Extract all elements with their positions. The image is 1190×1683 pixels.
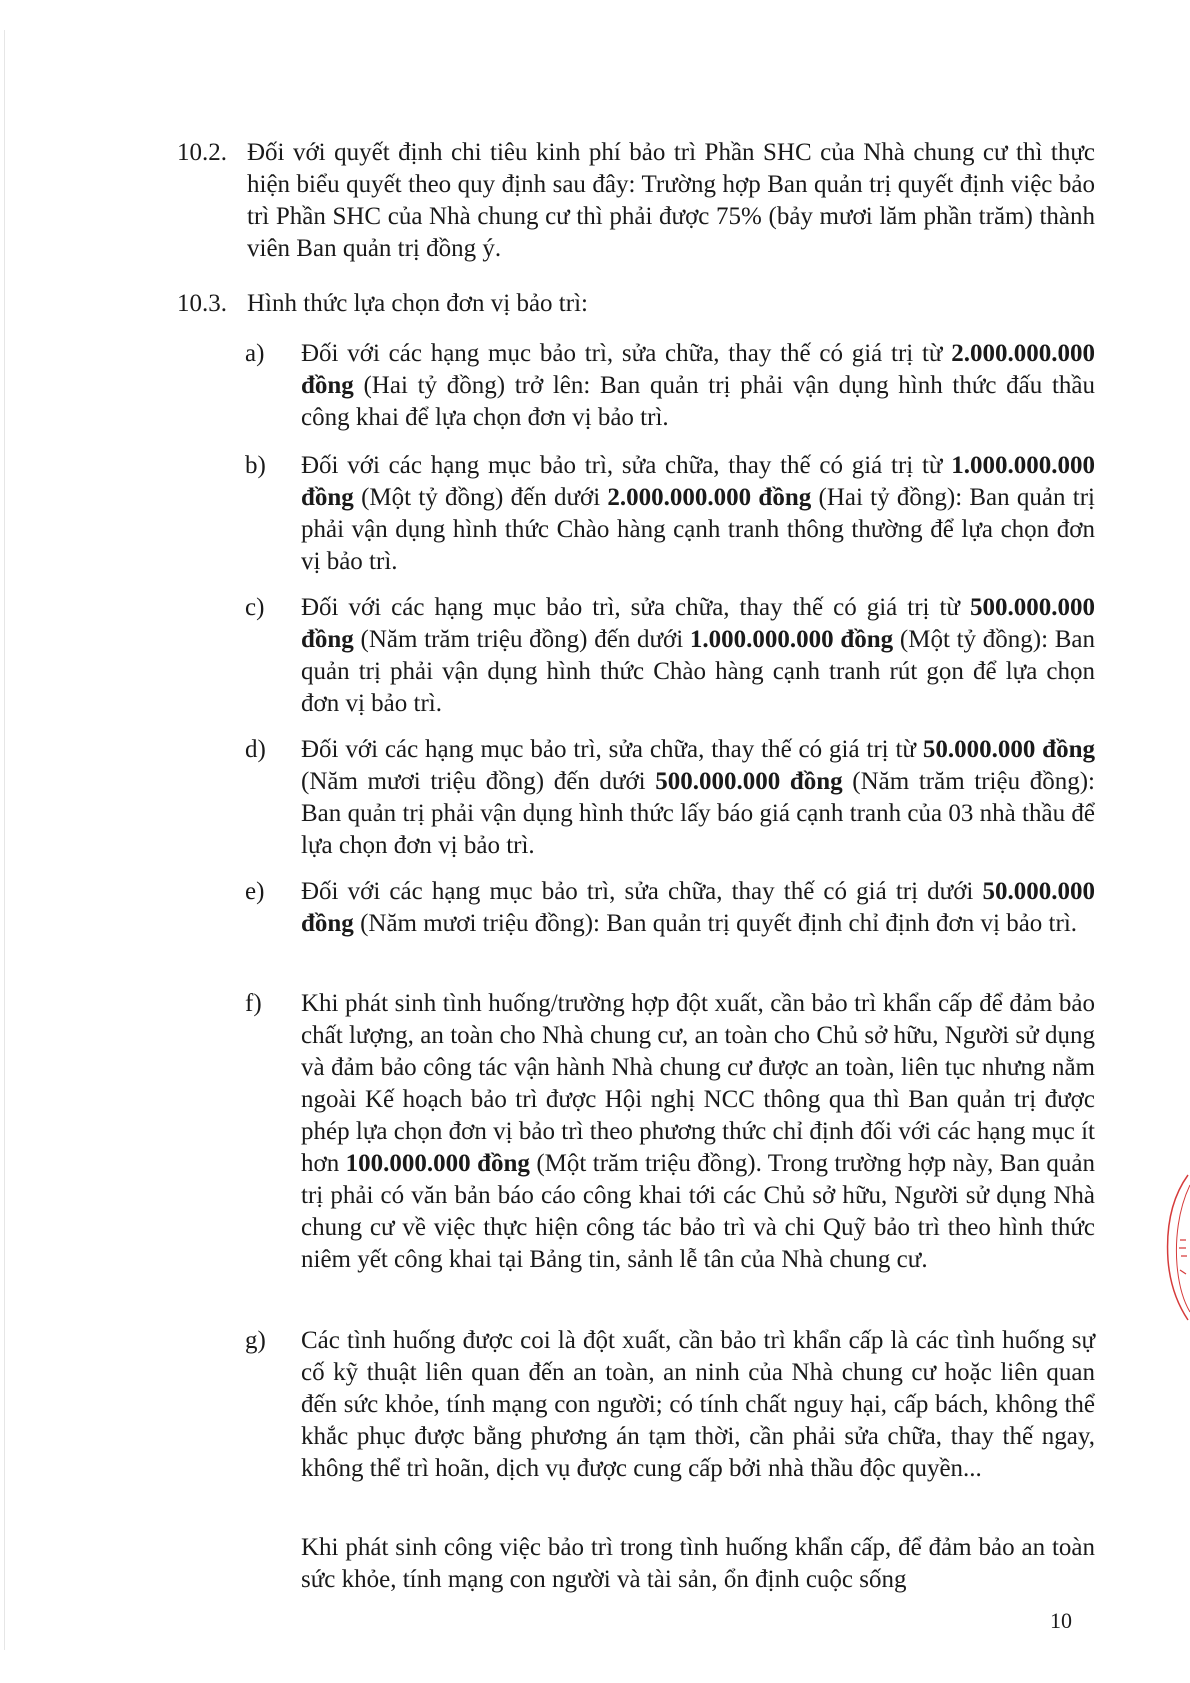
item-letter: e) [245,878,265,905]
item-text: Các tình huống được coi là đột xuất, cần bảo trì khẩn cấp là các tình huống sự cố kỹ thuật liên quan đến an toàn, an ninh của Nhà chung cư hoặc liên quan đến sức khỏe, tính mạng con người; có tính chất nguy hại, cấp bách, không thể khắc phục được bằng phương án tạm thời, cần phải sửa chữa, thay thế ngay, không thể trì hoãn, dịch vụ được cung cấp bởi nhà thầu độc quyền... [301,1327,1095,1482]
item-letter: f) [245,990,262,1017]
stamp-fragment-icon [1160,1170,1190,1330]
item-text: Khi phát sinh tình huống/trường hợp đột xuất, cần bảo trì khẩn cấp để đảm bảo chất lượng, an toàn cho Nhà chung cư, an toàn cho Chủ sở hữu, Người sử dụng và đảm bảo công tác vận hành Nhà chung cư được an toàn, liên tục nhưng nằm ngoài Kế hoạch bảo trì được Hội nghị NCC thông qua thì Ban quản trị được phép lựa chọn đơn vị bảo trì theo phương thức chỉ định đối với các hạng mục ít hơn 100.000.000 đồng (Một trăm triệu đồng). Trong trường hợp này, Ban quản trị phải có văn bản báo cáo công khai tới các Chủ sở hữu, Người sử dụng Nhà chung cư về việc thực hiện công tác bảo trì và chi Quỹ bảo trì theo hình thức niêm yết công khai tại Bảng tin, sảnh lễ tân của Nhà chung cư. [301,990,1095,1273]
item-letter: b) [245,452,266,479]
section-number: 10.3. [177,290,227,317]
list-item-d [245,734,1095,862]
item-letter: c) [245,594,265,621]
list-item-g [245,1325,1095,1485]
item-text: Đối với các hạng mục bảo trì, sửa chữa, thay thế có giá trị từ 500.000.000 đồng (Năm trăm triệu đồng) đến dưới 1.000.000.000 đồng (Một tỷ đồng): Ban quản trị phải vận dụng hình thức Chào hàng cạnh tranh rút gọn để lựa chọn đơn vị bảo trì. [301,594,1095,717]
item-text: Đối với các hạng mục bảo trì, sửa chữa, thay thế có giá trị từ 2.000.000.000 đồng (Hai tỷ đồng) trở lên: Ban quản trị phải vận dụng hình thức đấu thầu công khai để lựa chọn đơn vị bảo trì. [301,340,1095,431]
list-item-e [245,876,1095,940]
list-item-a [245,338,1095,434]
list-item-b [245,450,1095,578]
section-10-3 [177,288,1095,320]
item-text: Đối với các hạng mục bảo trì, sửa chữa, thay thế có giá trị từ 1.000.000.000 đồng (Một tỷ đồng) đến dưới 2.000.000.000 đồng (Hai tỷ đồng): Ban quản trị phải vận dụng hình thức Chào hàng cạnh tranh thông thường để lựa chọn đơn vị bảo trì. [301,452,1095,575]
item-letter: g) [245,1327,266,1354]
item-text: Đối với các hạng mục bảo trì, sửa chữa, thay thế có giá trị dưới 50.000.000 đồng (Năm mươi triệu đồng): Ban quản trị quyết định chỉ định đơn vị bảo trì. [301,878,1095,937]
item-letter: d) [245,736,266,763]
section-text: Hình thức lựa chọn đơn vị bảo trì: [247,290,588,317]
item-text: Đối với các hạng mục bảo trì, sửa chữa, thay thế có giá trị từ 50.000.000 đồng (Năm mươi triệu đồng) đến dưới 500.000.000 đồng (Năm trăm triệu đồng): Ban quản trị phải vận dụng hình thức lấy báo giá cạnh tranh của 03 nhà thầu để lựa chọn đơn vị bảo trì. [301,736,1095,859]
list-item-c [245,592,1095,720]
scan-edge [4,30,5,1650]
section-10-2 [177,137,1095,265]
section-text: Đối với quyết định chi tiêu kinh phí bảo trì Phần SHC của Nhà chung cư thì thực hiện biểu quyết theo quy định sau đây: Trường hợp Ban quản trị quyết định việc bảo trì Phần SHC của Nhà chung cư thì phải được 75% (bảy mươi lăm phần trăm) thành viên Ban quản trị đồng ý. [247,139,1095,262]
final-paragraph: Khi phát sinh công việc bảo trì trong tình huống khẩn cấp, để đảm bảo an toàn sức khỏe, tính mạng con người và tài sản, ổn định cuộc sống [301,1534,1095,1593]
list-item-f [245,988,1095,1276]
page-number: 10 [1050,1608,1072,1633]
section-number: 10.2. [177,139,227,166]
item-letter: a) [245,340,265,367]
